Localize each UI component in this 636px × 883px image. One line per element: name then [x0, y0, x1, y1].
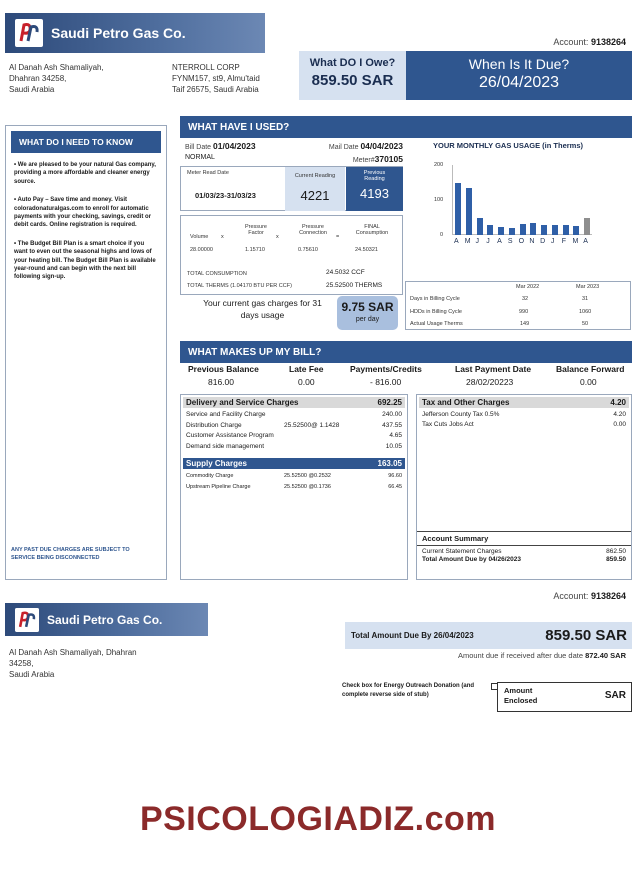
delivery-total: 692.25 [377, 398, 402, 407]
total-therms: 25.52500 THERMS [326, 282, 383, 289]
chart-x-labels [452, 238, 592, 248]
y-tick-200: 200 [434, 162, 444, 168]
company-logo-banner [5, 13, 265, 53]
know-notes [6, 153, 166, 282]
customer-address: NTERROLL CORP FYNM157, st9, Almu'taid Taif 26575, Saudi Arabia [172, 63, 260, 94]
current-reading: 4221 [300, 188, 330, 203]
watermark: PSICOLOGIADIZ.com [139, 800, 497, 838]
stub-account-number: Account: 9138264 [553, 591, 626, 601]
chart-title: YOUR MONTHLY GAS USAGE (in Therms) [433, 141, 584, 150]
supply-items [181, 471, 407, 493]
stub-address: Al Danah Ash Shamaliyah, Dhahran 34258, Saudi Arabia [9, 648, 137, 679]
know-note-1: • We are pleased to be your natural Gas company, providing a more affordable and cleaner energy source. [14, 162, 156, 185]
amount-enclosed-currency: SAR [604, 690, 626, 701]
total-consumption: 24.5032 CCF [326, 269, 365, 276]
chart-x-label: J [475, 238, 480, 245]
chart-bar [541, 225, 547, 236]
chart-x-label: J [550, 238, 555, 245]
chart-x-label: A [454, 238, 459, 245]
company-address: Al Danah Ash Shamaliyah, Dhahran 34258, Saudi Arabia [9, 63, 104, 94]
usage-chart [452, 165, 592, 235]
know-title: WHAT DO I NEED TO KNOW [11, 131, 161, 153]
know-footer: ANY PAST DUE CHARGES ARE SUBJECT TO SERVICE BEING DISCONNECTED [11, 547, 130, 561]
account-number: Account: 9138264 [553, 37, 626, 47]
know-panel [5, 125, 167, 580]
supply-total: 163.05 [377, 459, 402, 468]
chart-bar [573, 226, 579, 235]
stub-logo-banner [5, 603, 208, 636]
chart-bar [552, 225, 558, 236]
charges-panel [180, 394, 408, 580]
due-label: When Is It Due? [468, 56, 570, 72]
chart-bar [487, 225, 493, 235]
company-logo-icon [15, 19, 43, 47]
charge-row: Service and Facility Charge 240.00 [186, 411, 402, 418]
chart-x-label: N [529, 238, 535, 245]
charge-row: Demand side management 10.05 [186, 442, 402, 450]
chart-bar [466, 188, 472, 235]
previous-reading: 4193 [360, 186, 389, 201]
bill-dates: Bill Date 01/04/2023 Mail Date 04/04/2023 NORMAL Meter#370105 [185, 141, 403, 164]
per-day-label: per day [355, 316, 380, 323]
bill-title: WHAT MAKES UP MY BILL? [180, 341, 632, 363]
amount-enclosed-label: Amount Enclosed [504, 686, 538, 705]
chart-x-label: D [540, 238, 546, 245]
chart-bar [455, 183, 461, 236]
owe-box [299, 51, 406, 100]
chart-bar [498, 227, 504, 235]
charges-text: Your current gas charges for 31 days usage [203, 298, 322, 320]
used-title: WHAT HAVE I USED? [180, 116, 632, 138]
consumption-calc: Volume x Pressure Factor x Pressure Connection = FINAL Consumption 28.00000 1.15710 0.75610 24.50321 TOTAL CONSUMPTION 24.5032 CCF TOTAL THERMS (1.04170 BTU PER CCF) 25.52500 THERMS [180, 215, 403, 295]
charge-row: Upstream Pipeline Charge 25.52500 @0.1736 66.45 [186, 484, 402, 490]
chart-bar [520, 224, 526, 235]
account-summary-label: Account Summary [417, 532, 631, 546]
per-day-box [337, 296, 398, 330]
stub-company-name: Saudi Petro Gas Co. [47, 612, 163, 627]
current-charges: 862.50 [606, 548, 626, 555]
tax-label: Tax and Other Charges [422, 398, 510, 407]
chart-x-label: A [583, 238, 588, 245]
stub-after-due: Amount due if received after due date 872.40 SAR [457, 651, 626, 660]
per-day-amount: 9.75 SAR [341, 300, 394, 314]
meter-readings: Meter Read Date 01/03/23-31/03/23 Current Reading 4221 Previous Reading 4193 [180, 166, 403, 211]
donation-text: Check box for Energy Outreach Donation (and complete reverse side of stub) [342, 683, 475, 698]
owe-amount: 859.50 SAR [311, 72, 394, 89]
chart-bar [477, 218, 483, 235]
tax-panel [416, 394, 632, 580]
total-due: 859.50 [606, 556, 626, 563]
chart-x-label: F [561, 238, 566, 245]
due-box [406, 51, 632, 100]
stub-total-box [345, 622, 632, 649]
stub-logo-icon [15, 608, 39, 632]
know-note-2: • Auto Pay – Save time and money. Visit coloradonaturalgas.com to enroll for automatic payments with your checking, savings, credit or debit cards. Online registration is required. [14, 197, 152, 229]
charge-row: Jefferson County Tax 0.5% 4.20 [422, 411, 626, 418]
chart-bar [530, 223, 536, 235]
charge-row: Customer Assistance Program 4.65 [186, 432, 402, 439]
delivery-label: Delivery and Service Charges [186, 398, 299, 407]
account-summary: Account Summary Current Statement Charges 862.50 Total Amount Due by 04/26/2023 859.50 [417, 531, 631, 564]
tax-total: 4.20 [610, 398, 626, 407]
chart-bar [509, 228, 515, 235]
due-date: 26/04/2023 [478, 74, 560, 91]
chart-x-label: S [507, 238, 513, 245]
chart-x-label: O [518, 238, 525, 245]
y-tick-0: 0 [440, 232, 444, 238]
chart-x-label: M [572, 238, 579, 245]
chart-bars [453, 165, 593, 235]
chart-x-label: A [497, 238, 502, 245]
charge-row: Distribution Charge 25.52500@ 1.1428 437.55 [186, 421, 402, 429]
charge-row: Tax Cuts Jobs Act 0.00 [422, 421, 626, 428]
bill-summary: Previous Balance Late Fee Payments/Credits Last Payment Date Balance Forward 816.00 0.00 - 816.00 28/02/20223 0.00 [188, 364, 625, 387]
meter-read-dates: 01/03/23-31/03/23 [195, 191, 256, 200]
chart-x-label: J [486, 238, 490, 245]
company-name: Saudi Petro Gas Co. [51, 25, 186, 41]
usage-stats-table: Mar 2022 Mar 2023 Days in Billing Cycle 32 31 HDDs in Billing Cycle 990 1060 Actual Usage Therms 149 50 [405, 281, 631, 330]
owe-label: What DO I Owe? [309, 57, 396, 69]
tax-items [417, 410, 631, 430]
supply-label: Supply Charges [186, 459, 247, 468]
delivery-items [181, 410, 407, 452]
stub-total-label: Total Amount Due By 26/04/2023 [351, 631, 474, 640]
amount-enclosed-box[interactable] [497, 682, 632, 712]
y-tick-100: 100 [434, 197, 444, 203]
chart-x-label: M [464, 238, 471, 245]
charge-row: Commodity Charge 25.52500 @0.2532 96.60 [186, 473, 402, 479]
know-note-3: • The Budget Bill Plan is a smart choice if you want to even out the seasonal highs and lows of your heating bill. The Budget Bill Plan is available year-round and can begin with the next bill following sign-up. [14, 240, 156, 281]
chart-bar [584, 218, 590, 236]
stub-total-amount: 859.50 SAR [545, 627, 627, 644]
chart-bar [563, 225, 569, 235]
